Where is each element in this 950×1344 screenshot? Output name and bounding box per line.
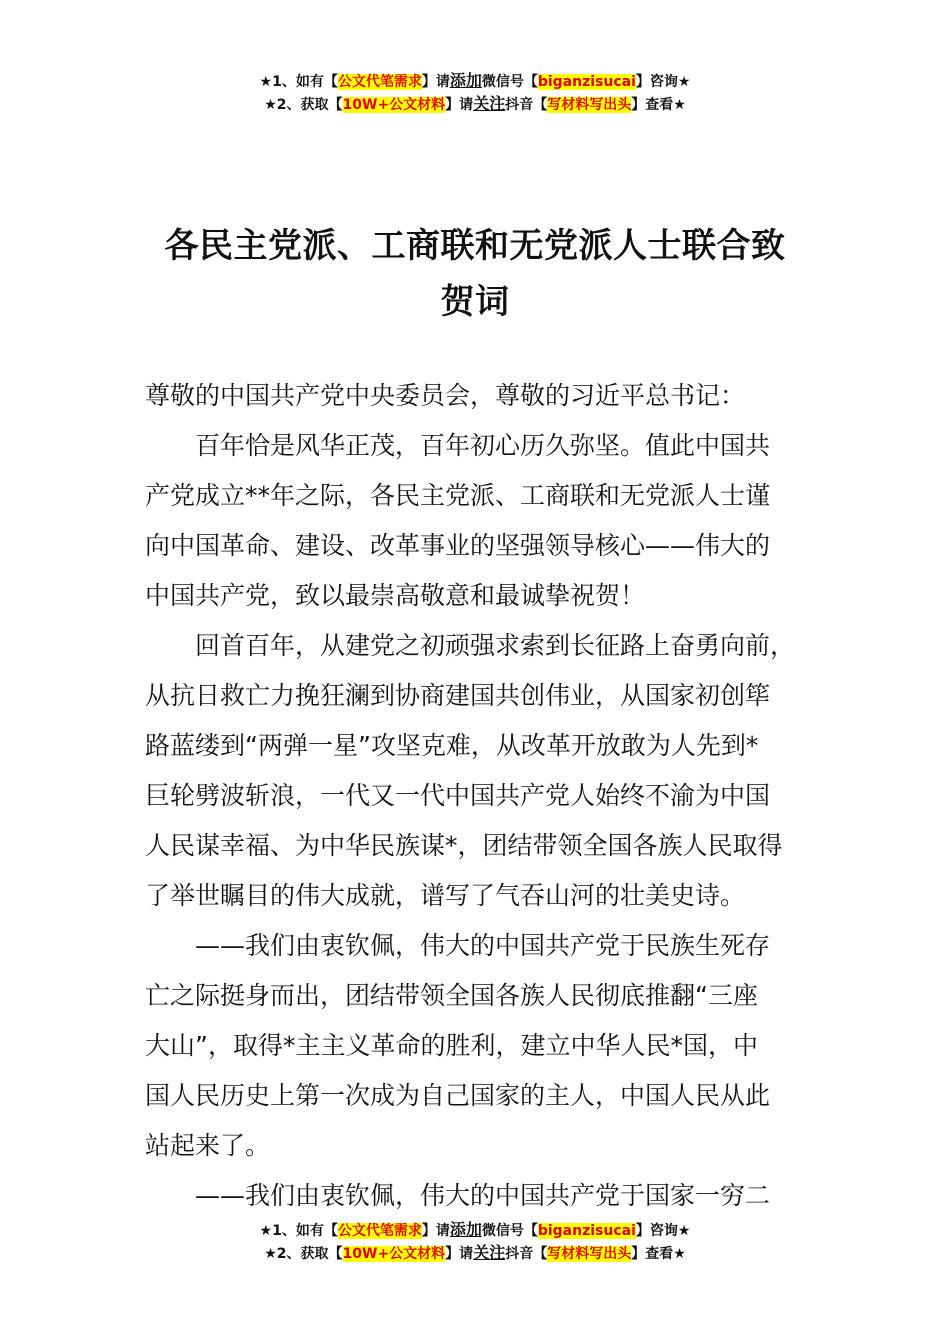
body-line: 中国共产党，致以最崇高敬意和最诚挚祝贺！: [145, 581, 646, 610]
body-line: ——我们由衷钦佩，伟大的中国共产党于国家一穷二: [195, 1181, 771, 1210]
promo-text: 微信号【: [481, 1223, 538, 1239]
promo-highlight: 10W+公文材料: [342, 97, 446, 113]
body-line: 产党成立**年之际，各民主党派、工商联和无党派人士谨: [145, 481, 771, 510]
body-line: 了举世瞩目的伟大成就，谱写了气吞山河的壮美史诗。: [145, 881, 746, 910]
promo-text: 】请: [445, 97, 474, 113]
document-body: [145, 371, 835, 1221]
promo-text: 】查看★: [631, 1246, 686, 1262]
promo-emphasis: 关注: [473, 1243, 506, 1262]
promo-text: 抖音【: [505, 97, 548, 113]
promo-highlight: 公文代笔需求: [337, 1223, 422, 1239]
promo-emphasis: 添加: [449, 1220, 482, 1239]
header-promo-banner: [0, 70, 950, 116]
body-line: 站起来了。: [145, 1131, 271, 1160]
promo-text: ★2、获取【: [264, 97, 343, 113]
document-title: [145, 218, 805, 330]
title-line: 各民主党派、工商联和无党派人士联合致: [164, 226, 786, 266]
body-line: ——我们由衷钦佩，伟大的中国共产党于民族生死存: [195, 931, 771, 960]
promo-text: ★1、如有【: [259, 1223, 338, 1239]
footer-promo-banner: [0, 1219, 950, 1265]
promo-highlight: 公文代笔需求: [337, 74, 422, 90]
promo-line-1: [0, 1219, 950, 1242]
body-line: 路蓝缕到“两弹一星”攻坚克难，从改革开放敢为人先到*: [145, 731, 759, 760]
promo-line-2: [0, 93, 950, 116]
body-line: 人民谋幸福、为中华民族谋*，团结带领全国各族人民取得: [145, 831, 783, 860]
body-line: 大山”，取得*主主义革命的胜利，建立中华人民*国，中: [145, 1031, 758, 1060]
promo-text: 】请: [421, 74, 450, 90]
body-line: 巨轮劈波斩浪，一代又一代中国共产党人始终不渝为中国: [145, 781, 771, 810]
promo-text: 】请: [445, 1246, 474, 1262]
promo-douyin-id: 写材料写出头: [547, 1246, 632, 1262]
body-line: 百年恰是风华正茂，百年初心历久弥坚。值此中国共: [195, 431, 771, 460]
promo-emphasis: 关注: [473, 94, 506, 113]
promo-text: 】查看★: [631, 97, 686, 113]
promo-wechat-id: biganzisucai: [537, 1223, 636, 1239]
body-line: 向中国革命、建设、改革事业的坚强领导核心——伟大的: [145, 531, 771, 560]
promo-highlight: 10W+公文材料: [342, 1246, 446, 1262]
promo-text: 】咨询★: [635, 1223, 691, 1239]
promo-text: 微信号【: [481, 74, 538, 90]
promo-text: 】请: [421, 1223, 450, 1239]
promo-text: 】咨询★: [635, 74, 691, 90]
body-line: 亡之际挺身而出，团结带领全国各族人民彻底推翻“三座: [145, 981, 758, 1010]
salutation: 尊敬的中国共产党中央委员会，尊敬的习近平总书记：: [145, 381, 746, 410]
body-line: 从抗日救亡力挽狂澜到协商建国共创伟业，从国家初创筚: [145, 681, 771, 710]
promo-text: 抖音【: [505, 1246, 548, 1262]
promo-line-2: [0, 1242, 950, 1265]
promo-text: ★1、如有【: [259, 74, 338, 90]
promo-emphasis: 添加: [449, 71, 482, 90]
promo-douyin-id: 写材料写出头: [547, 97, 632, 113]
promo-line-1: [0, 70, 950, 93]
promo-text: ★2、获取【: [264, 1246, 343, 1262]
body-line: 国人民历史上第一次成为自己国家的主人，中国人民从此: [145, 1081, 771, 1110]
title-line: 贺词: [440, 282, 510, 322]
body-line: 回首百年，从建党之初顽强求索到长征路上奋勇向前，: [195, 631, 796, 660]
promo-wechat-id: biganzisucai: [537, 74, 636, 90]
